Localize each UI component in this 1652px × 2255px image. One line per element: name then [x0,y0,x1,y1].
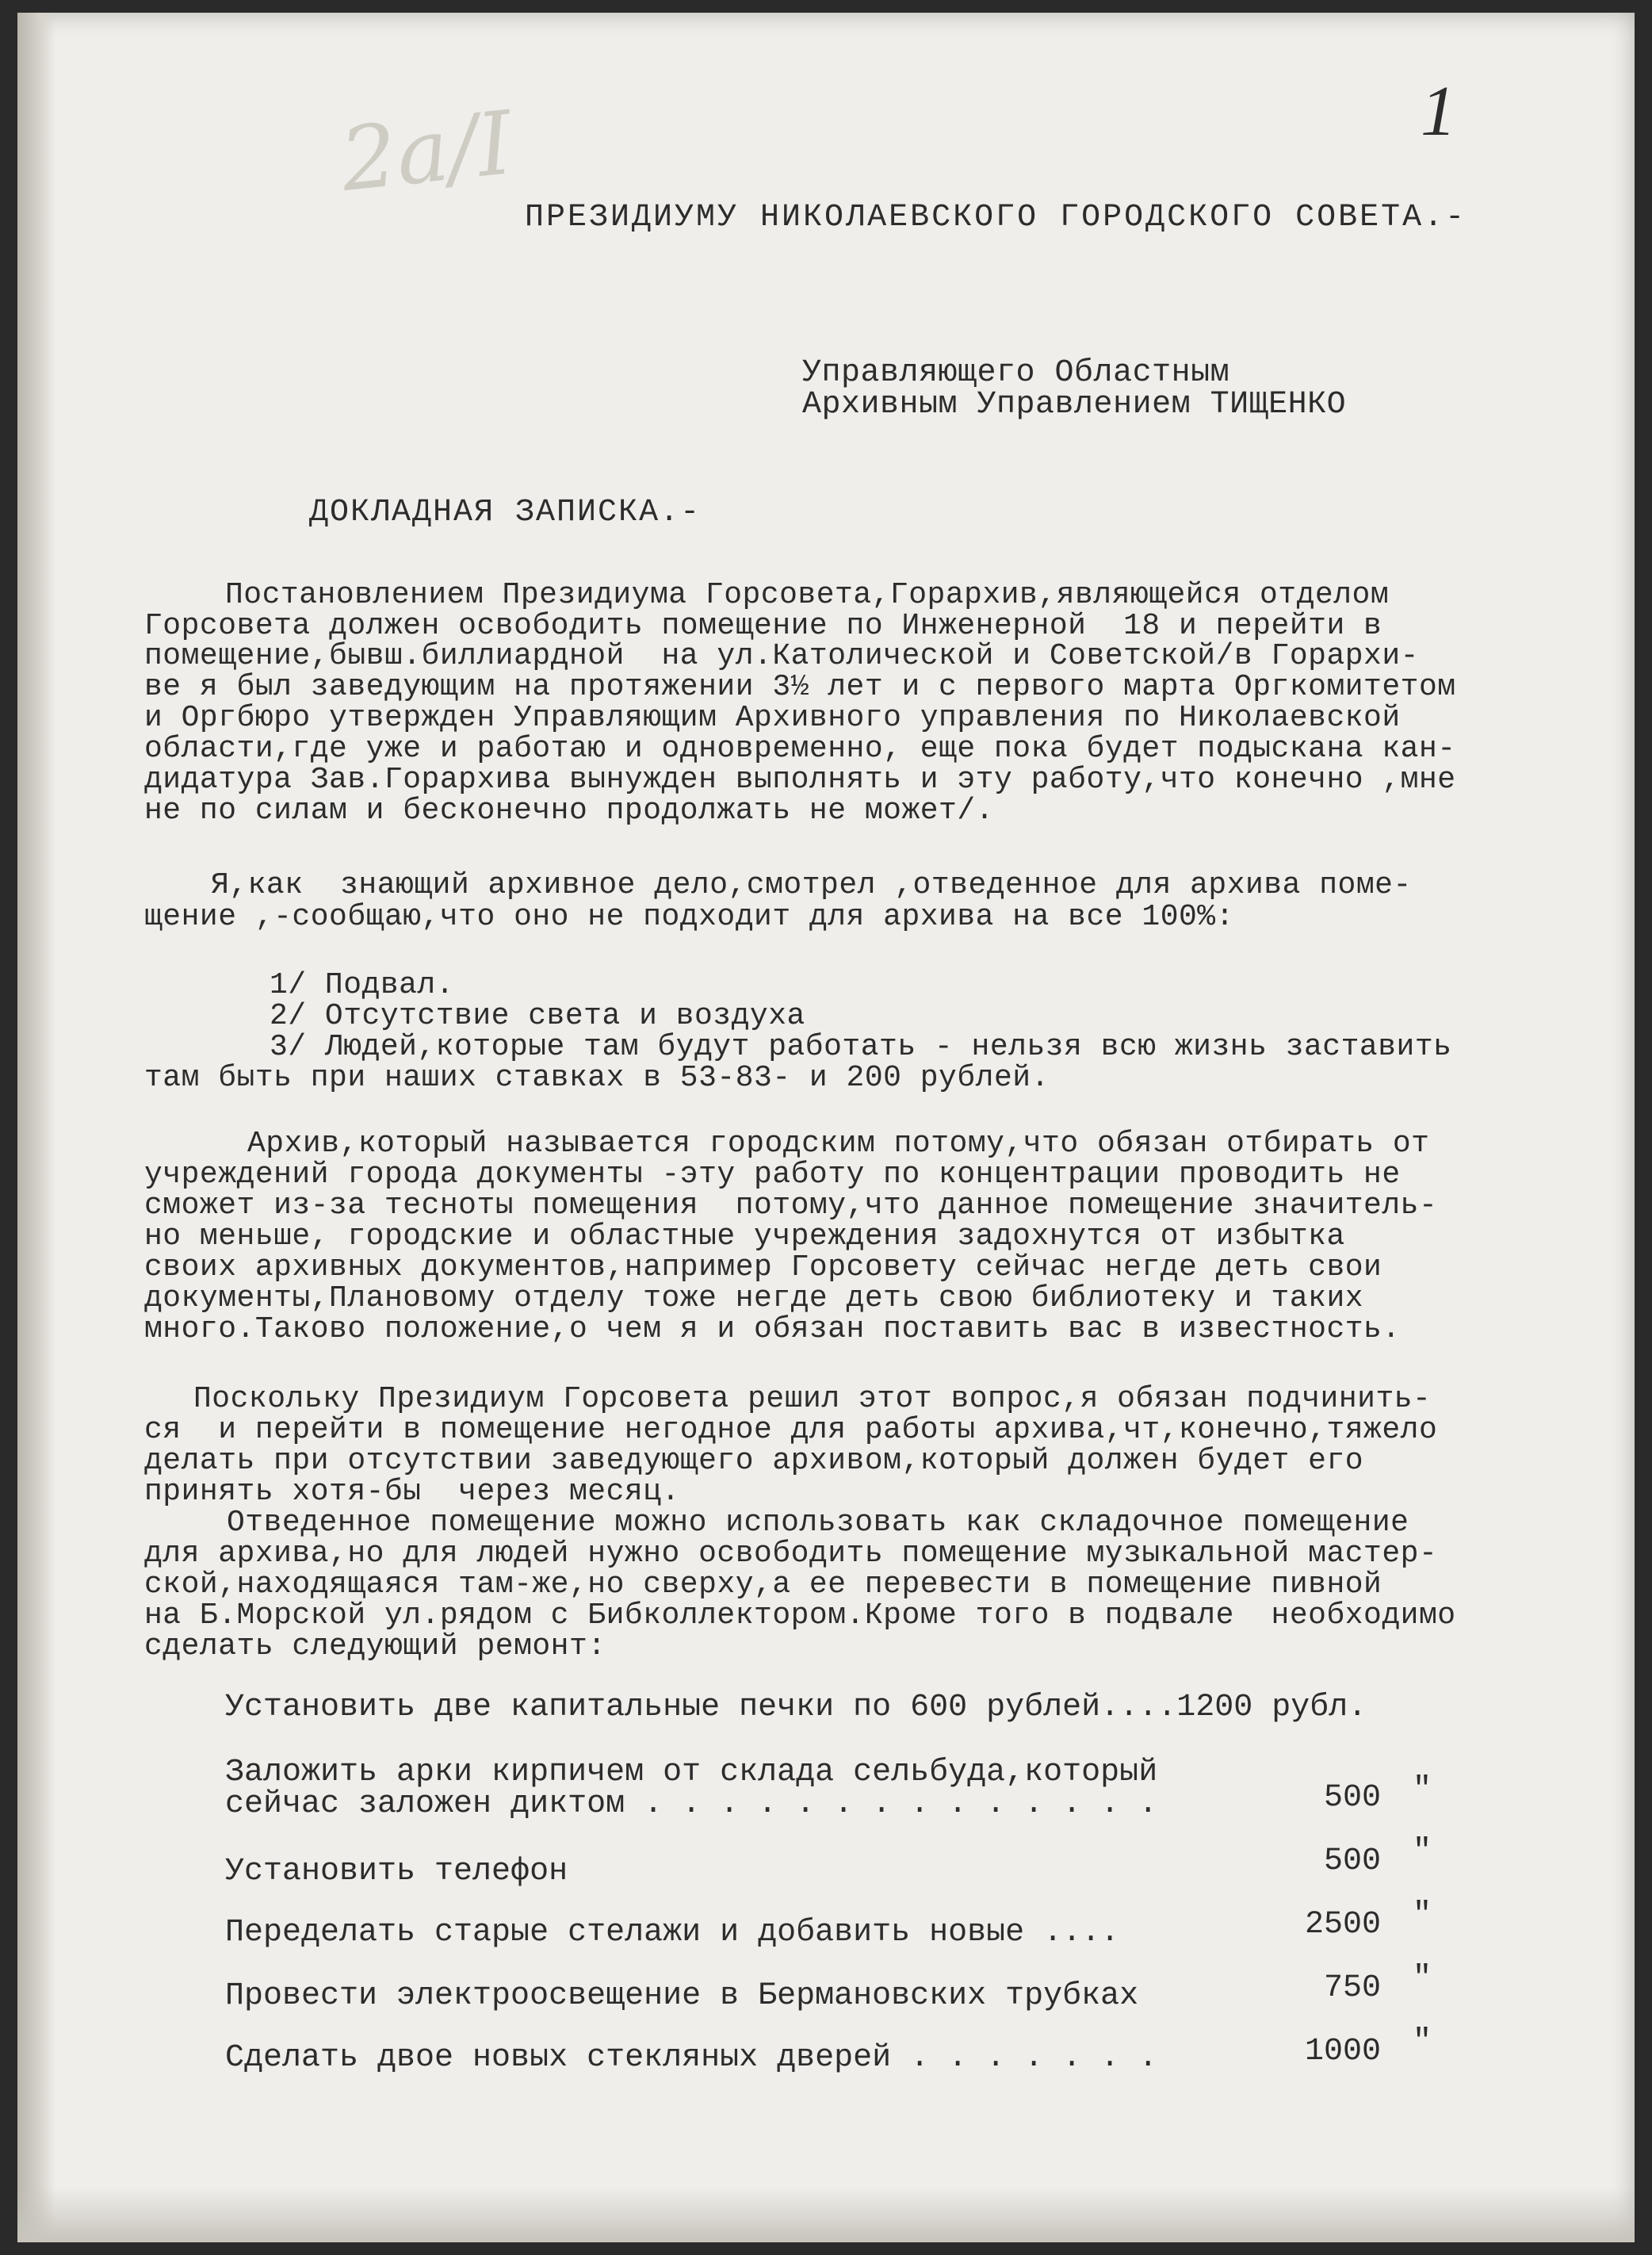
addressee-heading: ПРЕЗИДИУМУ НИКОЛАЕВСКОГО ГОРОДСКОГО СОВЕТА.- [525,200,1467,235]
ditto-mark: " [1413,1897,1432,1933]
text-line: дидатура Зав.Горархива вынужден выполнять и эту работу,что конечно ,мне [144,763,1456,797]
text-line: на Б.Морской ул.рядом с Бибколлектором.Кроме того в подвале необходимо [144,1598,1456,1633]
text-line: Я,как знающий архивное дело,смотрел ,отведенное для архива поме- [211,868,1412,902]
text-line: делать при отсутствии заведующего архивом,который должен будет его [144,1444,1364,1478]
text-line: принять хотя-бы через месяц. [144,1475,680,1509]
cost-amount: 750 [1323,1970,1381,2006]
cost-amount: 500 [1323,1843,1381,1879]
cost-amount: 1000 [1304,2034,1381,2069]
ditto-mark: " [1413,1772,1432,1808]
text-line: сделать следующий ремонт: [144,1629,606,1663]
text-line: ской,находящаяся там-же,но сверху,а ее перевести в помещение пивной [144,1568,1382,1602]
text-line: ве я был заведующим на протяжении 3½ лет и с первого марта Оргкомитетом [144,670,1456,704]
archive-pencil-mark: 2а/I [335,92,518,211]
document-page [17,13,1635,2242]
text-line: ся и перейти в помещение негодное для работы архива,чт,конечно,тяжело [144,1413,1438,1447]
cost-item: Провести электроосвещение в Бермановских трубках [225,1978,1139,2014]
cost-item: Заложить арки кирпичем от склада сельбуда,который [225,1755,1158,1790]
text-line: Архив,который называется городским потому,что обязан отбирать от [247,1127,1430,1161]
cost-item: сейчас заложен диктом . . . . . . . . . . . . . . [225,1786,1158,1822]
text-line: много.Таково положение,о чем я и обязан поставить вас в известность. [144,1312,1401,1346]
text-line: щение ,-сообщаю,что оно не подходит для архива на все 100%: [144,900,1234,934]
cost-item: Установить две капитальные печки по 600 рублей....1200 рубл. [225,1690,1367,1725]
cost-item: Установить телефон [225,1854,568,1889]
text-line: Горсовета должен освободить помещение по Инженерной 18 и перейти в [144,609,1382,643]
text-line: не по силам и бесконечно продолжать не может/. [144,794,994,828]
page-edge-shadow [17,13,55,2242]
page-number: 1 [1421,72,1456,151]
text-line: для архива,но для людей нужно освободить помещение музыкальной мастер- [144,1537,1438,1571]
text-line: области,где уже и работаю и одновременно, еще пока будет подыскана кан- [144,732,1456,766]
list-item: там быть при наших ставках в 53-83- и 200 рублей. [144,1061,1050,1095]
text-line: Постановлением Президиума Горсовета,Горархив,являющейся отделом [225,578,1390,612]
text-line: Отведенное помещение можно использовать как складочное помещение [227,1506,1409,1540]
text-line: но меньше, городские и областные учреждения задохнутся от избытка [144,1219,1345,1254]
list-item: 3/ Людей,которые там будут работать - нельзя всю жизнь заставить [270,1030,1452,1064]
ditto-mark: " [1413,1834,1432,1870]
author-line-2: Архивным Управлением ТИЩЕНКО [802,387,1347,423]
text-line: учреждений города документы -эту работу по концентрации проводить не [144,1158,1401,1192]
cost-amount: 2500 [1304,1907,1381,1943]
text-line: документы,Плановому отделу тоже негде деть свою библиотеку и таких [144,1281,1364,1315]
cost-item: Переделать старые стелажи и добавить новые .... [225,1915,1120,1951]
text-line: своих архивных документов,например Горсовету сейчас негде деть свои [144,1250,1382,1284]
text-line: и Оргбюро утвержден Управляющим Архивного управления по Николаевской [144,701,1401,735]
document-title: ДОКЛАДНАЯ ЗАПИСКА.- [309,495,702,530]
text-line: сможет из-за тесноты помещения потому,что данное помещение значитель- [144,1189,1438,1223]
cost-amount: 500 [1323,1780,1381,1816]
list-item: 2/ Отсутствие света и воздуха [270,999,805,1033]
text-line: Поскольку Президиум Горсовета решил этот вопрос,я обязан подчинить- [193,1382,1432,1416]
author-line-1: Управляющего Областным [802,355,1230,391]
cost-item: Сделать двое новых стекляных дверей . . . . . . . [225,2040,1158,2076]
ditto-mark: " [1413,1961,1432,1997]
list-item: 1/ Подвал. [270,968,455,1002]
text-line: помещение,бывш.биллиардной на ул.Католической и Советской/в Горархи- [144,639,1419,673]
page-bottom-shadow [17,2187,1635,2242]
ditto-mark: " [1413,2024,1432,2060]
